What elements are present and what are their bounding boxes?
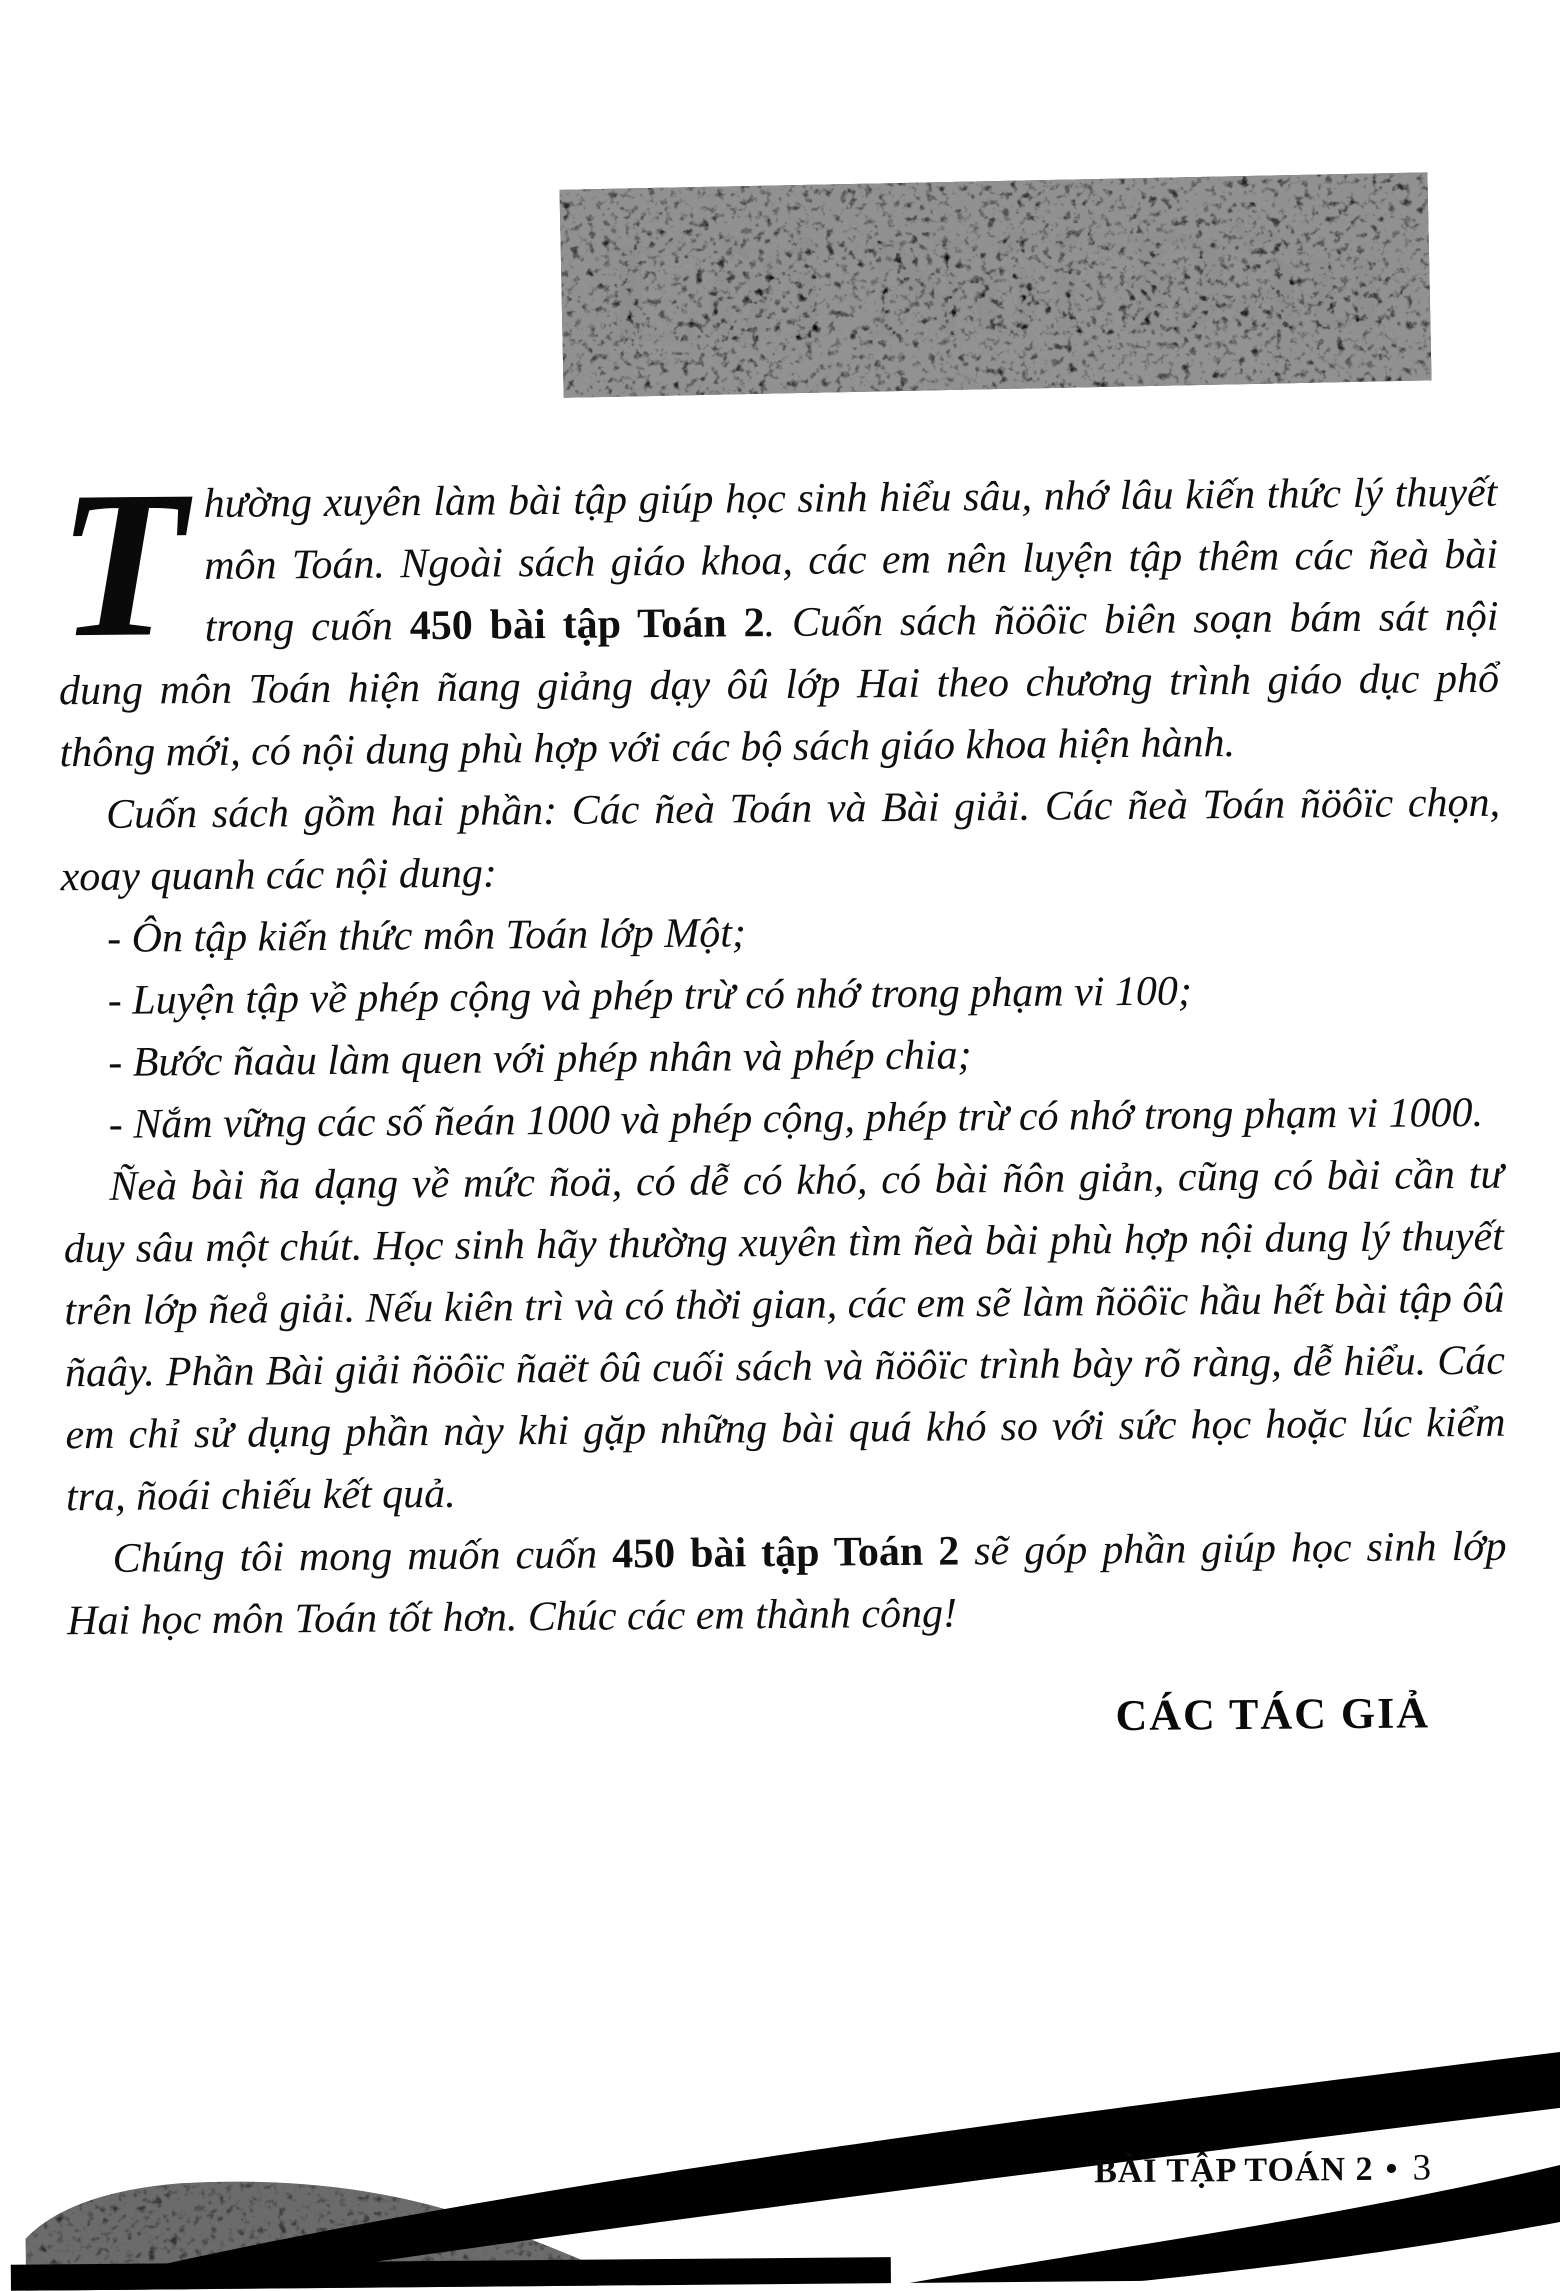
- list-item-3: - Bước ñaàu làm quen với phép nhân và phép chia;: [108, 1032, 972, 1086]
- running-footer: [1094, 2146, 1432, 2192]
- dropcap-letter: T: [56, 448, 188, 682]
- footer-book-label: BÀI TẬP TOÁN 2: [1093, 2150, 1374, 2191]
- paragraph-structure: Cuốn sách gồm hai phần: Các ñeà Toán và Bài giải. Các ñeà Toán ñöôïc chọn, xoay quanh các nội dung:: [60, 779, 1501, 901]
- list-item-2: - Luyện tập về phép cộng và phép trừ có nhớ trong phạm vi 100;: [107, 968, 1193, 1024]
- footer-swoosh-graphic: [9, 1993, 1560, 2291]
- paragraph-intro-tail: . Cuốn sách ñöôïc biên soạn bám sát nội dung môn Toán hiện ñang giảng dạy ôû lớp Hai theo chương trình giáo dục phổ thông mới, có nội dung phù hợp với các bộ sách giáo khoa hiện hành.: [58, 593, 1500, 777]
- book-title-bold-2: 450 bài tập Toán 2: [611, 1528, 960, 1578]
- list-item-1: - Ôn tập kiến thức môn Toán lớp Một;: [106, 910, 747, 962]
- authors-signature: CÁC TÁC GIẢ: [1115, 1688, 1431, 1741]
- book-title-bold: 450 bài tập Toán 2: [409, 600, 765, 650]
- paragraph-intro: [56, 448, 1500, 785]
- paragraph-difficulty: Ñeà bài ña dạng về mức ñoä, có dễ có khó, có bài ñôn giản, cũng có bài cần tư duy sâu một chút. Học sinh hãy thường xuyên tìm ñeà bài phù hợp nội dung lý thuyết trên lớp ñeå giải. Nếu kiên trì và có thời gian, các em sẽ làm ñöôïc hầu hết bài tập ôû ñaây. Phần Bài giải ñöôïc ñaët ôû cuối sách và ñöôïc trình bày rõ ràng, dễ hiểu. Các em chỉ sử dụng phần này khi gặp những bài quá khó so với sức học hoặc lúc kiểm tra, ñoái chiếu kết quả.: [63, 1151, 1506, 1521]
- page-title: Lời Nói Đầu: [603, 196, 1388, 374]
- paragraph-closing-tail: sẽ góp phần giúp học sinh lớp Hai học môn Toán tốt hơn. Chúc các em thành công!: [66, 1523, 1507, 1645]
- paragraph-intro-lead: hường xuyên làm bài tập giúp học sinh hiểu sâu, nhớ lâu kiến thức lý thuyết môn Toán. Ngoài sách giáo khoa, các em nên luyện tập thêm các ñeà bài trong cuốn: [203, 469, 1499, 652]
- list-item-4: - Nắm vững các số ñeán 1000 và phép cộng, phép trừ có nhớ trong phạm vi 1000.: [108, 1089, 1484, 1148]
- title-banner: [560, 172, 1432, 397]
- page-number: 3: [1412, 2147, 1433, 2189]
- footer-separator-dot: •: [1385, 2150, 1399, 2188]
- preface-body: [0, 448, 1560, 1757]
- paragraph-closing: [66, 1516, 1507, 1653]
- paragraph-closing-lead: Chúng tôi mong muốn cuốn: [112, 1531, 613, 1582]
